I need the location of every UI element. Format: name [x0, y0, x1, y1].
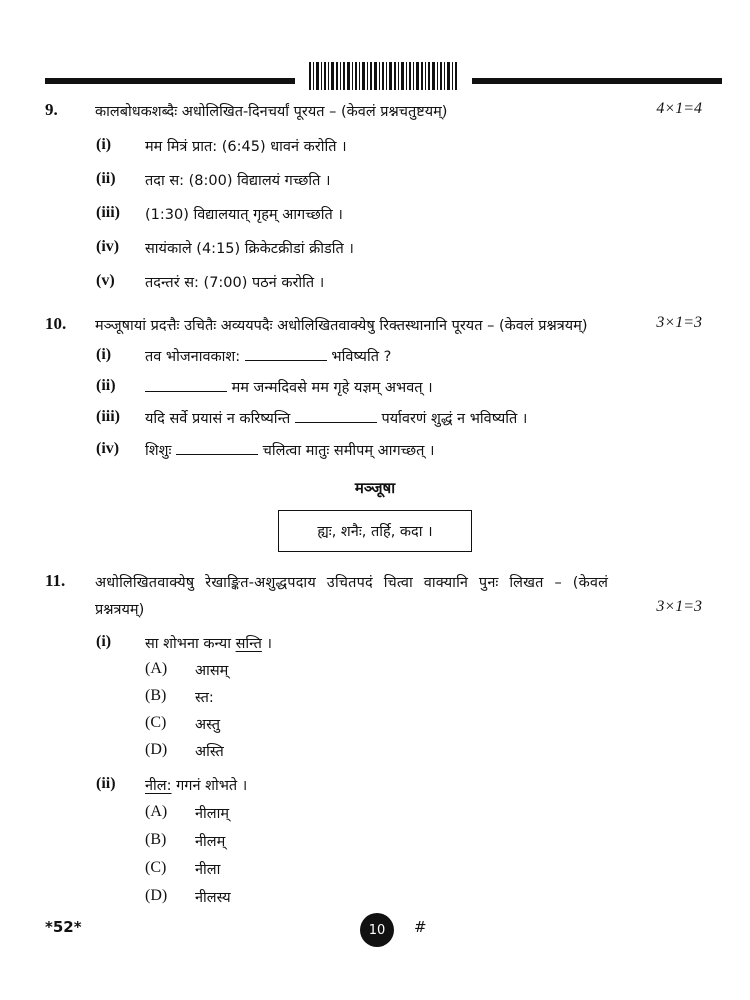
- q10-item-label: (iv): [96, 440, 120, 457]
- question-10-number: 10.: [45, 314, 67, 333]
- answer-blank[interactable]: [295, 408, 377, 423]
- q11-sentence-after: गगनं शोभते ।: [176, 778, 248, 794]
- question-11-number: 11.: [45, 571, 66, 590]
- option-text[interactable]: नीला: [195, 862, 221, 878]
- q10-item-before: यदि सर्वे प्रयासं न करिष्यन्ति: [145, 411, 291, 427]
- footer-hash: #: [414, 918, 427, 936]
- answer-blank[interactable]: [145, 377, 227, 392]
- barcode-icon: [309, 62, 459, 90]
- q10-item-label: (ii): [96, 377, 116, 394]
- q11-sentence-after: ।: [266, 636, 272, 652]
- answer-blank[interactable]: [245, 346, 327, 361]
- option-label: (B): [145, 831, 167, 848]
- option-label: (B): [145, 687, 167, 704]
- option-label: (A): [145, 660, 168, 677]
- q11-part-label: (i): [96, 633, 112, 650]
- option-text[interactable]: आसम्: [195, 663, 229, 679]
- q11-part-sentence: [145, 775, 247, 795]
- q9-item-label: (i): [96, 136, 112, 153]
- q10-item-sentence: [145, 377, 433, 397]
- header-rule-left: [45, 78, 295, 84]
- q9-item-label: (v): [96, 272, 115, 289]
- q10-item-after: मम जन्मदिवसे मम गृहे यज्ञम् अभवत् ।: [231, 380, 433, 396]
- question-11-text-line1: अधोलिखितवाक्येषु रेखाङ्कित-अशुद्धपदाय उचितपदं चित्वा वाक्यानि पुनः लिखत – (केवलं: [95, 575, 609, 591]
- option-text[interactable]: नीलस्य: [195, 890, 231, 906]
- option-label: (C): [145, 714, 167, 731]
- question-11-marks: 3×1=3: [656, 598, 702, 615]
- paper-code: *52*: [45, 918, 82, 936]
- q10-item-label: (iii): [96, 408, 120, 425]
- q9-item-text: (1:30) विद्यालयात् गृहम् आगच्छति ।: [145, 207, 343, 223]
- option-label: (A): [145, 803, 168, 820]
- q10-item-sentence: [145, 346, 391, 366]
- header-rule-right: [472, 78, 722, 84]
- question-9-text: कालबोधकशब्दैः अधोलिखित-दिनचर्यां पूरयत – (केवलं प्रश्नचतुष्टयम्): [95, 104, 448, 120]
- q10-item-before: तव भोजनावकाश:: [145, 349, 241, 365]
- word-box-title: मञ्जूषा: [354, 479, 396, 497]
- q10-item-sentence: [145, 408, 527, 428]
- option-label: (D): [145, 887, 168, 904]
- question-11-text-line2: प्रश्नत्रयम्): [95, 602, 145, 618]
- q9-item-text: तदन्तरं स: (7:00) पठनं करोति ।: [145, 275, 325, 291]
- q10-item-before: शिशुः: [145, 443, 172, 459]
- option-label: (D): [145, 741, 168, 758]
- question-10-marks: 3×1=3: [656, 314, 702, 331]
- page-number-badge: [360, 913, 394, 947]
- q10-item-after: भविष्यति ?: [331, 349, 392, 365]
- option-text[interactable]: स्त:: [195, 690, 214, 706]
- q11-part-sentence: [145, 633, 272, 653]
- q9-item-text: सायंकाले (4:15) क्रिकेटक्रीडां क्रीडति ।: [145, 241, 354, 257]
- q9-item-text: तदा स: (8:00) विद्यालयं गच्छति ।: [145, 173, 331, 189]
- question-9-number: 9.: [45, 100, 58, 119]
- q11-part-label: (ii): [96, 775, 116, 792]
- option-text[interactable]: नीलाम्: [195, 806, 230, 822]
- q9-item-text: मम मित्रं प्रात: (6:45) धावनं करोति ।: [145, 139, 347, 155]
- underlined-word: सन्ति: [235, 636, 262, 652]
- q10-item-label: (i): [96, 346, 112, 363]
- option-text[interactable]: अस्ति: [195, 744, 224, 760]
- option-text[interactable]: अस्तु: [195, 717, 220, 733]
- question-9-marks: 4×1=4: [656, 100, 702, 117]
- q9-item-label: (iii): [96, 204, 120, 221]
- answer-blank[interactable]: [176, 440, 258, 455]
- option-text[interactable]: नीलम्: [195, 834, 226, 850]
- word-box: [278, 510, 472, 552]
- q10-item-sentence: [145, 440, 435, 460]
- option-label: (C): [145, 859, 167, 876]
- q10-item-after: पर्यावरणं शुद्धं न भविष्यति ।: [381, 411, 528, 427]
- question-10-text: मञ्जूषायां प्रदत्तैः उचितैः अव्ययपदैः अधोलिखितवाक्येषु रिक्तस्थानानि पूरयत – (केवलं प्रश्नत्रयम्): [95, 318, 588, 334]
- page-number: 10: [368, 922, 386, 938]
- q10-item-after: चलित्वा मातुः समीपम् आगच्छत् ।: [262, 443, 435, 459]
- q11-sentence-before: सा शोभना कन्या: [145, 636, 231, 652]
- underlined-word: नील:: [145, 778, 172, 794]
- word-box-words: ह्यः, शनैः, तर्हि, कदा ।: [317, 524, 433, 540]
- q9-item-label: (iv): [96, 238, 120, 255]
- q9-item-label: (ii): [96, 170, 116, 187]
